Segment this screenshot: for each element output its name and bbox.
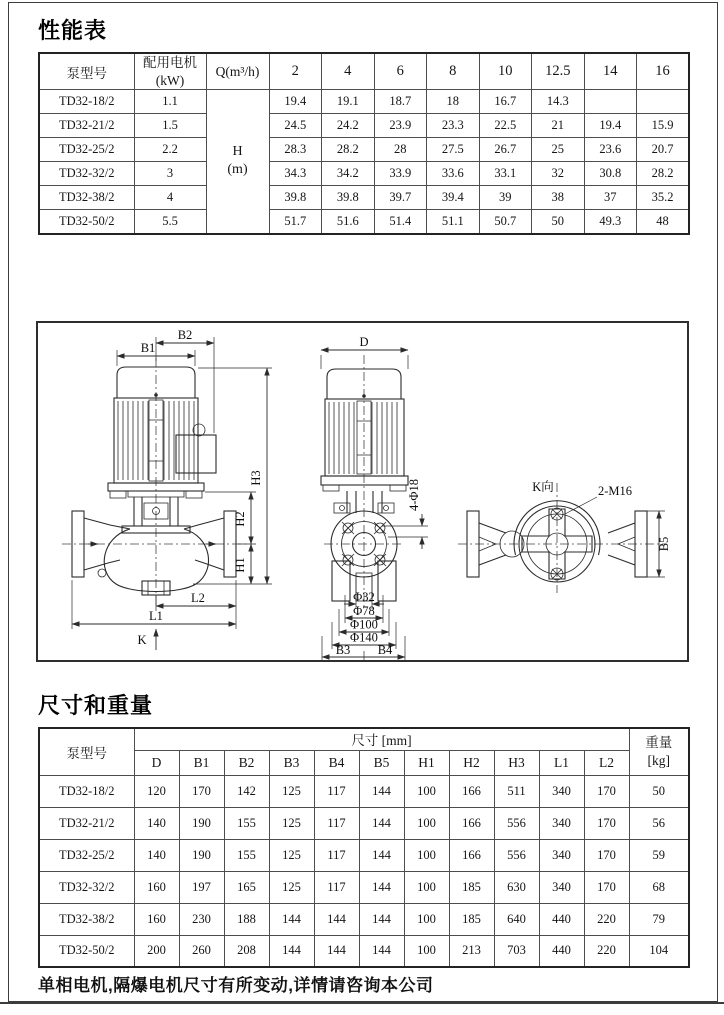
dimensions-section-title: 尺寸和重量 [38, 693, 154, 718]
pump-technical-drawing [38, 323, 687, 660]
cell-value: 213 [449, 935, 494, 967]
cell-value: 28.2 [637, 162, 690, 186]
cell-value: 640 [494, 903, 539, 935]
dim-label-b4: B4 [377, 643, 393, 657]
dim-label-l1: L1 [149, 609, 163, 623]
cell-value: 125 [269, 871, 314, 903]
cell-value: 19.1 [322, 90, 375, 114]
cell-weight: 50 [629, 775, 689, 807]
cell-value: 340 [539, 839, 584, 871]
footnote: 单相电机,隔爆电机尺寸有所变动,详情请咨询本公司 [38, 976, 434, 995]
motor-front [321, 369, 408, 513]
dim-label-h1: H1 [233, 557, 247, 573]
col-header-dims-group: 尺寸 [mm] [134, 728, 629, 750]
performance-section-title: 性能表 [38, 18, 108, 43]
dim-label-bolt-holes: 4-Φ18 [407, 478, 421, 512]
cell-kw: 2.2 [134, 138, 206, 162]
col-header-flow-value: 6 [374, 53, 427, 90]
col-header-dim: H3 [494, 750, 539, 775]
cell-value: 16.7 [479, 90, 532, 114]
dim-label-h2: H2 [233, 511, 247, 527]
cell-weight: 56 [629, 807, 689, 839]
cell-value: 34.3 [269, 162, 322, 186]
page-bottom-rule [0, 1002, 724, 1004]
cell-value [584, 90, 637, 114]
front-view-dimensions [321, 335, 428, 660]
col-header-flow-value: 8 [427, 53, 480, 90]
cell-value: 166 [449, 775, 494, 807]
table-row [39, 210, 689, 234]
cell-value: 144 [314, 903, 359, 935]
cell-value: 50 [532, 210, 585, 234]
cell-value: 18 [427, 90, 480, 114]
table-row [39, 935, 689, 967]
cell-value: 144 [359, 871, 404, 903]
cell-model: TD32-18/2 [39, 775, 134, 807]
side-view-dimensions [72, 328, 272, 650]
cell-value: 24.2 [322, 114, 375, 138]
performance-header-row [39, 53, 689, 90]
dimensions-group-header-row [39, 728, 689, 750]
col-header-dim: B5 [359, 750, 404, 775]
table-row [39, 839, 689, 871]
cell-value: 51.7 [269, 210, 322, 234]
cell-value: 37 [584, 186, 637, 210]
cell-value: 511 [494, 775, 539, 807]
cell-value: 260 [179, 935, 224, 967]
cell-kw: 1.5 [134, 114, 206, 138]
cell-weight: 104 [629, 935, 689, 967]
cell-value: 117 [314, 839, 359, 871]
cell-value: 556 [494, 839, 539, 871]
cell-value: 160 [134, 903, 179, 935]
cell-value: 51.4 [374, 210, 427, 234]
table-row [39, 186, 689, 210]
cell-model: TD32-32/2 [39, 871, 134, 903]
cell-value: 440 [539, 935, 584, 967]
table-row [39, 871, 689, 903]
performance-table [38, 52, 690, 235]
cell-model: TD32-25/2 [39, 839, 134, 871]
cell-value: 170 [584, 871, 629, 903]
cell-value: 24.5 [269, 114, 322, 138]
col-header-model: 泵型号 [39, 728, 134, 775]
cell-value: 39 [479, 186, 532, 210]
table-row [39, 807, 689, 839]
cell-value: 15.9 [637, 114, 690, 138]
cell-value: 28.2 [322, 138, 375, 162]
dim-label-d: D [359, 335, 369, 349]
cell-value: 144 [359, 839, 404, 871]
cell-value: 170 [584, 839, 629, 871]
cell-value: 117 [314, 775, 359, 807]
cell-value: 23.3 [427, 114, 480, 138]
cell-kw: 1.1 [134, 90, 206, 114]
cell-value: 117 [314, 871, 359, 903]
cell-value: 100 [404, 839, 449, 871]
col-header-dim: L2 [584, 750, 629, 775]
cell-value: 160 [134, 871, 179, 903]
side-view-drawing [62, 328, 272, 650]
cell-value: 166 [449, 839, 494, 871]
cell-value: 28 [374, 138, 427, 162]
dim-label-b3: B3 [335, 643, 351, 657]
cell-value: 100 [404, 775, 449, 807]
cell-value: 49.3 [584, 210, 637, 234]
cell-value: 19.4 [584, 114, 637, 138]
pump-body-side [72, 511, 236, 595]
cell-value: 340 [539, 775, 584, 807]
cell-value: 125 [269, 807, 314, 839]
cell-model: TD32-50/2 [39, 935, 134, 967]
col-header-weight: 重量 [kg] [629, 728, 689, 775]
col-header-flow-value: 10 [479, 53, 532, 90]
cell-value: 170 [584, 775, 629, 807]
cell-value: 208 [224, 935, 269, 967]
cell-value: 18.7 [374, 90, 427, 114]
cell-value: 100 [404, 807, 449, 839]
cell-value: 165 [224, 871, 269, 903]
motor-side [108, 367, 216, 498]
view-label-k: K向 [532, 480, 554, 494]
cell-value: 120 [134, 775, 179, 807]
cell-model: TD32-38/2 [39, 903, 134, 935]
cell-value: 140 [134, 839, 179, 871]
cell-value: 26.7 [479, 138, 532, 162]
cell-value: 170 [584, 807, 629, 839]
cell-value: 340 [539, 871, 584, 903]
cell-weight: 59 [629, 839, 689, 871]
cell-model: TD32-21/2 [39, 807, 134, 839]
cell-value: 144 [359, 935, 404, 967]
table-row [39, 138, 689, 162]
cell-value: 39.8 [322, 186, 375, 210]
cell-value: 170 [179, 775, 224, 807]
cell-value: 32 [532, 162, 585, 186]
dim-label-b5: B5 [657, 536, 671, 552]
dim-label-b2: B2 [177, 328, 193, 342]
dim-label-phi140: Φ140 [350, 630, 378, 645]
cell-value: 556 [494, 807, 539, 839]
table-row [39, 775, 689, 807]
cell-value: 144 [359, 903, 404, 935]
cell-value: 51.1 [427, 210, 480, 234]
cell-value: 100 [404, 871, 449, 903]
cell-value: 33.6 [427, 162, 480, 186]
cell-value: 185 [449, 903, 494, 935]
cell-value: 144 [269, 935, 314, 967]
col-header-flow-value: 14 [584, 53, 637, 90]
cell-value: 51.6 [322, 210, 375, 234]
cell-value: 100 [404, 903, 449, 935]
col-header-flow-value: 16 [637, 53, 690, 90]
col-header-flow-value: 4 [322, 53, 375, 90]
cell-weight: 68 [629, 871, 689, 903]
cell-value: 34.2 [322, 162, 375, 186]
table-row [39, 90, 689, 114]
cell-value: 190 [179, 839, 224, 871]
table-row [39, 903, 689, 935]
cell-value: 144 [359, 807, 404, 839]
col-header-dim: B2 [224, 750, 269, 775]
col-header-model: 泵型号 [39, 53, 134, 90]
cell-value: 14.3 [532, 90, 585, 114]
dim-label-h3: H3 [249, 470, 263, 486]
cell-model: TD32-21/2 [39, 114, 134, 138]
cell-value: 188 [224, 903, 269, 935]
cell-value: 35.2 [637, 186, 690, 210]
col-header-dim: D [134, 750, 179, 775]
col-header-flow-value: 2 [269, 53, 322, 90]
cell-value: 33.1 [479, 162, 532, 186]
col-header-motor: 配用电机 (kW) [134, 53, 206, 90]
dimensions-sub-header-row [39, 750, 689, 775]
cell-value: 23.6 [584, 138, 637, 162]
cell-value: 125 [269, 839, 314, 871]
cell-value: 39.4 [427, 186, 480, 210]
cell-value: 190 [179, 807, 224, 839]
dim-label-l2: L2 [191, 591, 205, 605]
pump-drawing-area [36, 321, 689, 662]
cell-value: 230 [179, 903, 224, 935]
cell-value: 117 [314, 807, 359, 839]
cell-value: 30.8 [584, 162, 637, 186]
cell-value: 50.7 [479, 210, 532, 234]
pump-flange-front [331, 503, 397, 601]
cell-value: 25 [532, 138, 585, 162]
cell-kw: 5.5 [134, 210, 206, 234]
cell-value: 200 [134, 935, 179, 967]
cell-value: 140 [134, 807, 179, 839]
dim-label-k: K [137, 633, 147, 647]
col-header-dim: H2 [449, 750, 494, 775]
cell-model: TD32-25/2 [39, 138, 134, 162]
cell-value: 155 [224, 839, 269, 871]
cell-value [637, 90, 690, 114]
col-header-dim: B1 [179, 750, 224, 775]
cell-value: 142 [224, 775, 269, 807]
dim-label-phi100: Φ100 [350, 617, 378, 632]
cell-value: 23.9 [374, 114, 427, 138]
cell-model: TD32-50/2 [39, 210, 134, 234]
cell-value: 100 [404, 935, 449, 967]
cell-value: 39.7 [374, 186, 427, 210]
cell-model: TD32-32/2 [39, 162, 134, 186]
cell-value: 155 [224, 807, 269, 839]
cell-value: 220 [584, 935, 629, 967]
cell-value: 39.8 [269, 186, 322, 210]
dim-label-thread: 2-M16 [598, 484, 633, 498]
top-view-dimensions [532, 480, 671, 577]
col-header-dim: L1 [539, 750, 584, 775]
cell-value: 197 [179, 871, 224, 903]
cell-value: 20.7 [637, 138, 690, 162]
cell-kw: 3 [134, 162, 206, 186]
cell-weight: 79 [629, 903, 689, 935]
col-header-dim: B4 [314, 750, 359, 775]
cell-value: 220 [584, 903, 629, 935]
cell-value: 185 [449, 871, 494, 903]
cell-value: 27.5 [427, 138, 480, 162]
dim-label-b1: B1 [140, 341, 156, 355]
cell-value: 166 [449, 807, 494, 839]
table-row [39, 162, 689, 186]
col-header-dim: H1 [404, 750, 449, 775]
cell-value: 33.9 [374, 162, 427, 186]
cell-value: 630 [494, 871, 539, 903]
top-view-drawing [458, 480, 671, 593]
col-header-dim: B3 [269, 750, 314, 775]
cell-value: 340 [539, 807, 584, 839]
table-row [39, 114, 689, 138]
cell-value: 144 [269, 903, 314, 935]
front-view-drawing [321, 335, 428, 660]
cell-kw: 4 [134, 186, 206, 210]
cell-value: 38 [532, 186, 585, 210]
dim-label-phi32: Φ32 [353, 590, 375, 604]
cell-value: 125 [269, 775, 314, 807]
cell-model: TD32-38/2 [39, 186, 134, 210]
dim-label-phi78: Φ78 [353, 604, 375, 618]
cell-value: 28.3 [269, 138, 322, 162]
cell-model: TD32-18/2 [39, 90, 134, 114]
col-header-flow: Q(m³/h) [206, 53, 269, 90]
cell-value: 21 [532, 114, 585, 138]
cell-value: 22.5 [479, 114, 532, 138]
col-header-flow-value: 12.5 [532, 53, 585, 90]
cell-head-unit: H (m) [206, 90, 269, 234]
cell-value: 48 [637, 210, 690, 234]
cell-value: 703 [494, 935, 539, 967]
cell-value: 19.4 [269, 90, 322, 114]
cell-value: 144 [359, 775, 404, 807]
dimensions-table [38, 727, 690, 968]
cell-value: 144 [314, 935, 359, 967]
cell-value: 440 [539, 903, 584, 935]
